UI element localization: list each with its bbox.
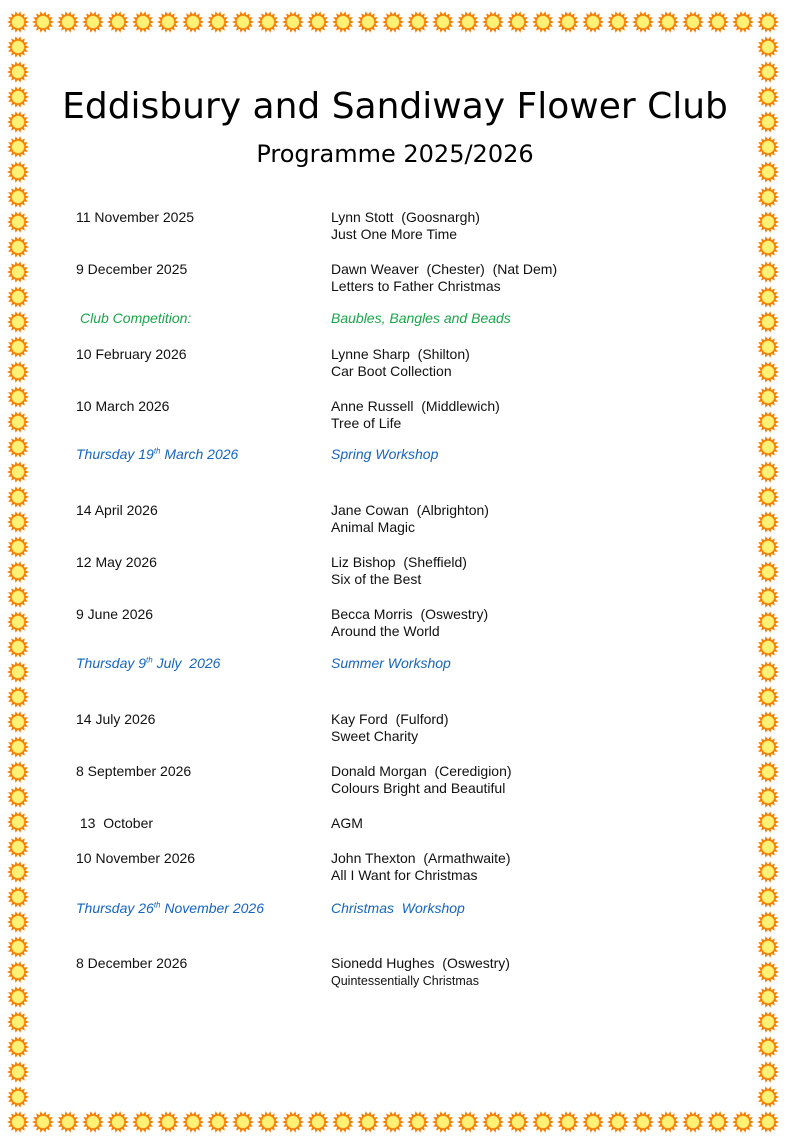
sun-icon [757,811,779,833]
sun-icon [7,411,29,433]
sun-icon [7,361,29,383]
sun-icon [507,1111,529,1133]
sun-icon [757,836,779,858]
sun-icon [132,11,154,33]
sun-icon [457,11,479,33]
sun-icon [757,61,779,83]
workshop-date [76,900,264,917]
sun-icon [7,536,29,558]
sun-icon [257,11,279,33]
entry-speaker: Dawn Weaver (Chester) (Nat Dem) [331,261,558,277]
entry-detail [331,850,511,884]
sun-icon [457,1111,479,1133]
entry-speaker: Donald Morgan (Ceredigion) [331,763,512,779]
entry-title: Tree of Life [331,415,402,431]
sun-icon [407,1111,429,1133]
sun-icon [7,286,29,308]
entry-title: Colours Bright and Beautiful [331,780,506,796]
sun-icon [7,736,29,758]
sun-icon [757,261,779,283]
entry-detail [331,346,470,380]
entry-title: Just One More Time [331,226,458,242]
sun-icon [7,886,29,908]
competition-label: Club Competition: [80,310,192,326]
sun-icon [432,1111,454,1133]
sun-icon [707,11,729,33]
sun-icon [7,1036,29,1058]
sun-icon [657,11,679,33]
sun-icon [7,986,29,1008]
entry-title: Letters to Father Christmas [331,278,501,294]
sun-icon [482,11,504,33]
sun-icon [732,1111,754,1133]
entry-speaker: Liz Bishop (Sheffield) [331,554,467,570]
sun-icon [757,986,779,1008]
sun-icon [332,1111,354,1133]
sun-icon [582,1111,604,1133]
entry-title: Quintessentially Christmas [331,974,479,988]
sun-icon [582,11,604,33]
entry-date: 12 May 2026 [76,554,157,570]
workshop-name: Christmas Workshop [331,900,465,916]
sun-icon [757,886,779,908]
sun-icon [757,336,779,358]
date-prefix: Thursday 9 [76,655,147,671]
entry-detail [331,711,448,745]
sun-icon [107,11,129,33]
sun-icon [7,261,29,283]
entry-detail: AGM [331,815,363,831]
sun-icon [757,636,779,658]
sun-icon [682,11,704,33]
entry-detail [331,502,489,536]
sun-icon [7,61,29,83]
sun-icon [632,11,654,33]
sun-icon [7,1111,29,1133]
workshop-date [76,446,238,463]
sun-icon [757,686,779,708]
date-suffix: July 2026 [152,655,221,671]
sun-icon [757,536,779,558]
sun-icon [757,186,779,208]
sun-icon [432,11,454,33]
programme-subtitle: Programme 2025/2026 [256,140,534,168]
entry-date: 8 December 2026 [76,955,188,971]
sun-icon [7,36,29,58]
sun-icon [532,1111,554,1133]
entry-date: 10 November 2026 [76,850,196,866]
date-suffix: March 2026 [160,446,239,462]
sun-icon [757,436,779,458]
sun-icon [757,1086,779,1108]
entry-title: Around the World [331,623,440,639]
entry-date: 13 October [76,815,154,831]
sun-icon [7,461,29,483]
sun-icon [557,11,579,33]
sun-icon [732,11,754,33]
sun-icon [757,36,779,58]
sun-icon [7,236,29,258]
entry-detail [331,763,512,797]
sun-icon [307,1111,329,1133]
sun-icon [407,11,429,33]
sun-icon [7,761,29,783]
sun-icon [382,1111,404,1133]
sun-icon [757,786,779,808]
sun-icon [282,1111,304,1133]
entry-speaker: John Thexton (Armathwaite) [331,850,511,866]
sun-icon [232,11,254,33]
sun-icon [7,786,29,808]
sun-icon [757,936,779,958]
sun-icon [132,1111,154,1133]
sun-icon [257,1111,279,1133]
sun-icon [657,1111,679,1133]
sun-icon [7,561,29,583]
club-title: Eddisbury and Sandiway Flower Club [62,86,728,127]
sun-icon [607,1111,629,1133]
sun-icon [757,286,779,308]
date-ordinal: th [153,900,161,910]
sun-icon [7,961,29,983]
sun-icon [7,711,29,733]
sun-icon [757,386,779,408]
entry-date: 10 February 2026 [76,346,187,362]
date-prefix: Thursday 26 [76,900,154,916]
sun-icon [157,11,179,33]
sun-icon [7,836,29,858]
entry-speaker: Becca Morris (Oswestry) [331,606,489,622]
entry-title: Car Boot Collection [331,363,452,379]
entry-speaker: Jane Cowan (Albrighton) [331,502,489,518]
entry-date: 10 March 2026 [76,398,170,414]
date-ordinal: th [146,655,153,665]
entry-detail [331,209,480,243]
sun-icon [757,361,779,383]
sun-icon [757,1011,779,1033]
entry-speaker: Lynne Sharp (Shilton) [331,346,470,362]
sun-icon [757,1036,779,1058]
sun-icon [82,1111,104,1133]
date-suffix: November 2026 [160,900,265,916]
sun-icon [757,736,779,758]
sun-icon [7,861,29,883]
sun-icon [757,711,779,733]
sun-icon [7,436,29,458]
sun-icon [557,1111,579,1133]
sun-icon [757,561,779,583]
sun-icon [757,961,779,983]
entry-speaker: Lynn Stott (Goosnargh) [331,209,480,225]
sun-icon [757,11,779,33]
sun-icon [707,1111,729,1133]
entry-detail [331,606,488,640]
sun-icon [757,861,779,883]
date-prefix: Thursday 19 [76,446,154,462]
sun-icon [57,1111,79,1133]
sun-icon [607,11,629,33]
sun-icon [282,11,304,33]
sun-icon [507,11,529,33]
sun-icon [532,11,554,33]
sun-icon [32,1111,54,1133]
entry-detail [331,261,557,295]
sun-icon [7,211,29,233]
sun-icon [757,511,779,533]
entry-title: Six of the Best [331,571,422,587]
sun-icon [757,586,779,608]
entry-title: All I Want for Christmas [331,867,478,883]
competition-theme: Baubles, Bangles and Beads [331,310,511,326]
entry-title: Animal Magic [331,519,416,535]
sun-icon [7,586,29,608]
date-ordinal: th [153,446,161,456]
sun-icon [7,686,29,708]
sun-icon [757,611,779,633]
sun-icon [182,1111,204,1133]
sun-icon [7,811,29,833]
sun-icon [357,11,379,33]
sun-icon [757,486,779,508]
sun-icon [57,11,79,33]
sun-icon [482,1111,504,1133]
sun-icon [107,1111,129,1133]
sun-icon [757,911,779,933]
sun-icon [182,11,204,33]
sun-icon [357,1111,379,1133]
sun-icon [207,1111,229,1133]
sun-icon [207,11,229,33]
workshop-name: Summer Workshop [331,655,451,671]
workshop-name: Spring Workshop [331,446,439,462]
entry-date: 14 July 2026 [76,711,156,727]
sun-icon [7,661,29,683]
sun-icon [307,11,329,33]
sun-icon [7,636,29,658]
sun-icon [7,1086,29,1108]
entry-date: 14 April 2026 [76,502,158,518]
sun-icon [757,1061,779,1083]
sun-icon [757,411,779,433]
sun-icon [7,311,29,333]
sun-icon [7,386,29,408]
workshop-date [76,655,220,672]
sun-icon [7,486,29,508]
sun-icon [232,1111,254,1133]
entry-speaker: Kay Ford (Fulford) [331,711,449,727]
sun-icon [7,1061,29,1083]
sun-icon [757,311,779,333]
sun-icon [7,611,29,633]
sun-icon [157,1111,179,1133]
sun-icon [32,11,54,33]
sun-icon [7,911,29,933]
sun-icon [382,11,404,33]
sun-icon [7,186,29,208]
sun-icon [757,461,779,483]
sun-icon [7,511,29,533]
entry-detail [331,554,467,588]
entry-title: Sweet Charity [331,728,419,744]
sun-icon [757,236,779,258]
entry-date: 9 June 2026 [76,606,154,622]
sun-icon [7,336,29,358]
entry-speaker: Sionedd Hughes (Oswestry) [331,955,510,971]
sun-icon [757,1111,779,1133]
entry-date: 9 December 2025 [76,261,188,277]
entry-detail [331,398,500,432]
entry-speaker: Anne Russell (Middlewich) [331,398,500,414]
entry-date: 11 November 2025 [76,209,195,225]
sun-icon [7,11,29,33]
sun-icon [757,211,779,233]
sun-icon [7,1011,29,1033]
sun-icon [7,936,29,958]
entry-date: 8 September 2026 [76,763,192,779]
entry-detail [331,955,510,990]
sun-icon [82,11,104,33]
sun-icon [757,661,779,683]
sun-icon [682,1111,704,1133]
sun-icon [332,11,354,33]
sun-icon [632,1111,654,1133]
sun-icon [757,761,779,783]
